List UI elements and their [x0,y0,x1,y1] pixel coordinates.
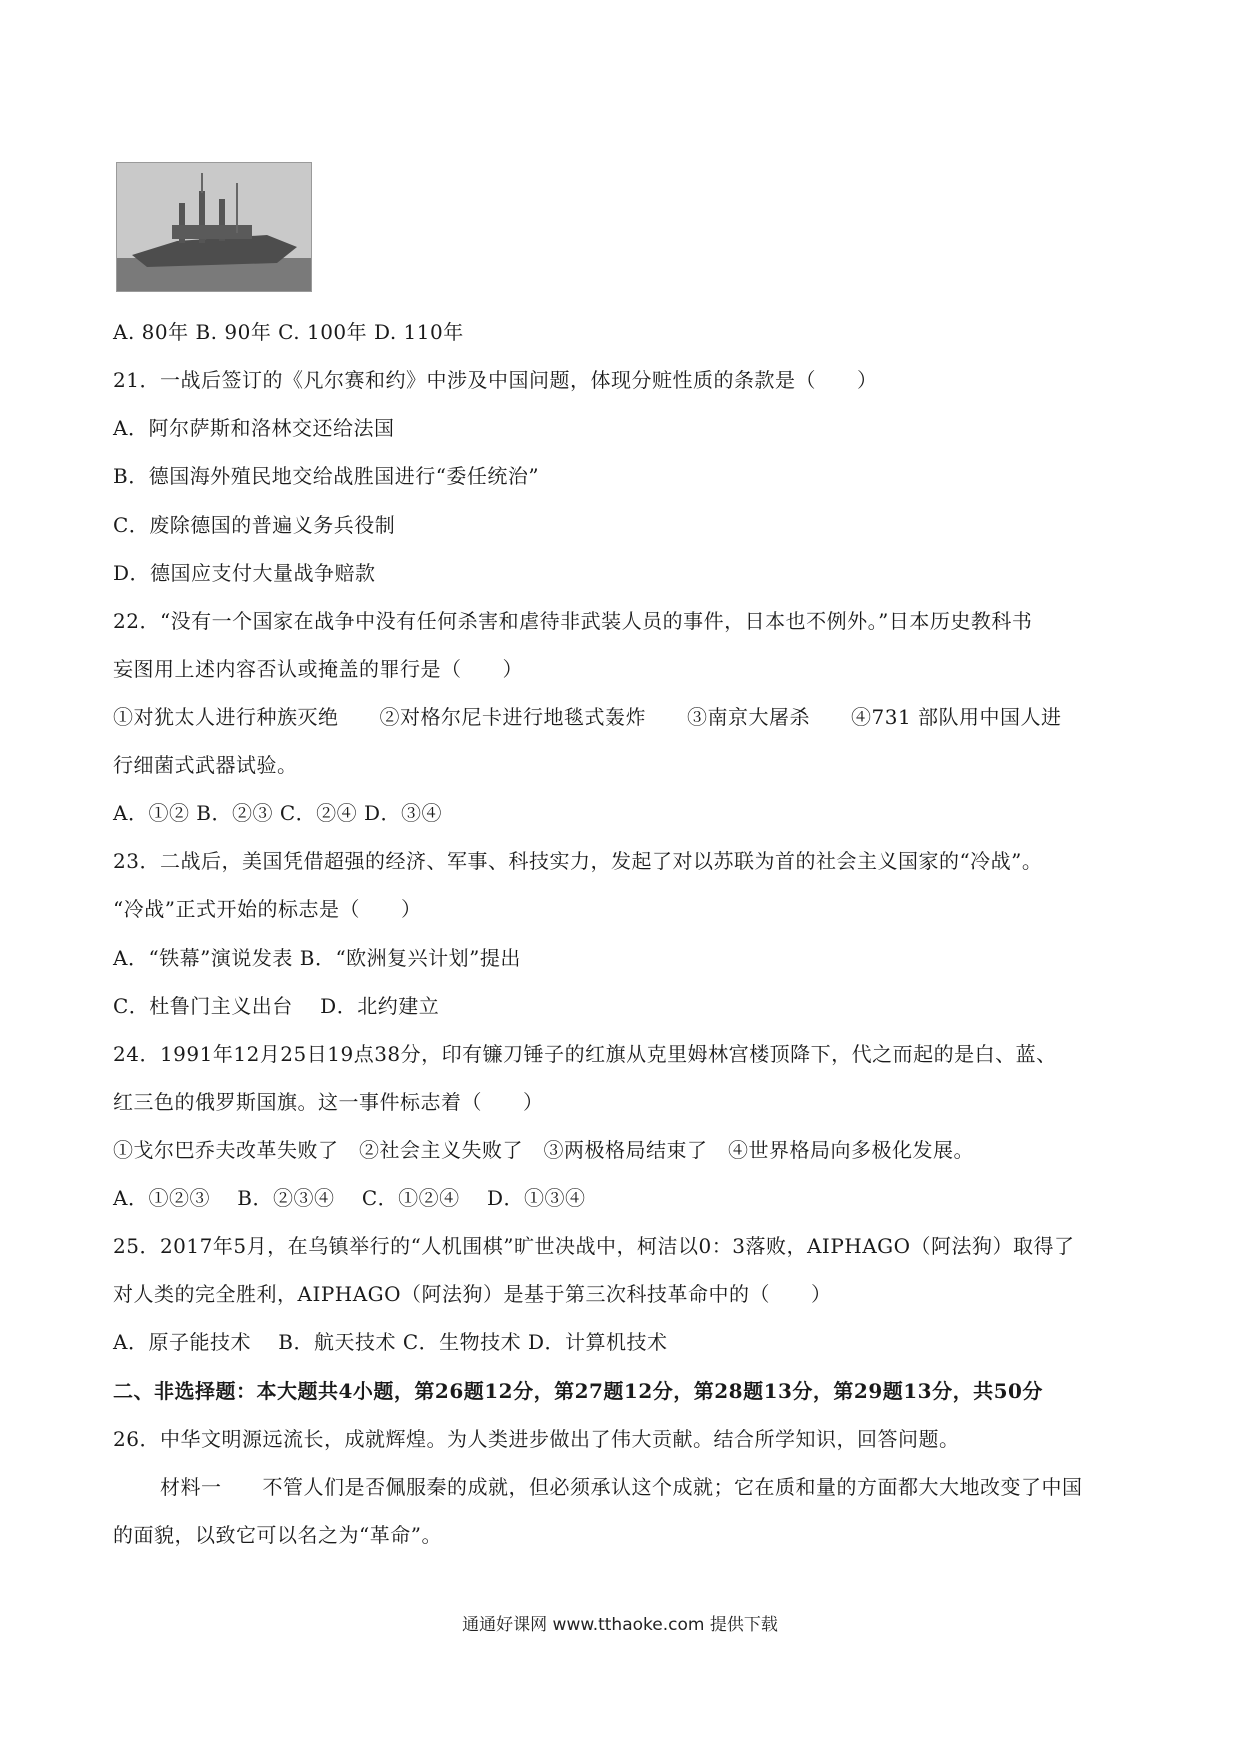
q22-stem-line1: 22．“没有一个国家在战争中没有任何杀害和虐待非武装人员的事件，日本也不例外。”日本历史教科书 [113,609,1033,633]
q22-items-line2: 行细菌式武器试验。 [113,753,298,777]
q20-options: A. 80年 B. 90年 C. 100年 D. 110年 [113,320,464,344]
q21-option-c: C．废除德国的普遍义务兵役制 [113,513,396,537]
q24-stem-line2: 红三色的俄罗斯国旗。这一事件标志着（ ） [113,1090,544,1114]
q23-options-line1: A．“铁幕”演说发表 B．“欧洲复兴计划”提出 [113,946,521,970]
q22-options: A．①② B．②③ C．②④ D．③④ [113,801,443,825]
q23-stem-line2: “冷战”正式开始的标志是（ ） [113,897,422,921]
q26-material-line2: 的面貌，以致它可以名之为“革命”。 [113,1523,442,1547]
warship-illustration [117,163,311,291]
q21-option-b: B．德国海外殖民地交给战胜国进行“委任统治” [113,464,540,488]
q25-stem-line1: 25．2017年5月，在乌镇举行的“人机围棋”旷世决战中，柯洁以0：3落败，AIPHAGO（阿法狗）取得了 [113,1234,1075,1258]
q22-stem-line2: 妄图用上述内容否认或掩盖的罪行是（ ） [113,657,523,681]
q24-options: A．①②③ B．②③④ C．①②④ D．①③④ [113,1186,586,1210]
q22-items-line1: ①对犹太人进行种族灭绝 ②对格尔尼卡进行地毯式轰炸 ③南京大屠杀 ④731 部队用中国人进 [113,705,1062,729]
q23-options-line2: C．杜鲁门主义出台 D．北约建立 [113,994,440,1018]
section2-heading: 二、非选择题：本大题共4小题，第26题12分，第27题12分，第28题13分，第29题13分，共50分 [113,1379,1043,1403]
q21-option-d: D．德国应支付大量战争赔款 [113,561,376,585]
q24-items: ①戈尔巴乔夫改革失败了 ②社会主义失败了 ③两极格局结束了 ④世界格局向多极化发展。 [113,1138,974,1162]
q25-options: A．原子能技术 B．航天技术 C．生物技术 D．计算机技术 [113,1330,668,1354]
q21-option-a: A．阿尔萨斯和洛林交还给法国 [113,416,395,440]
q26-material-line1: 材料一 不管人们是否佩服秦的成就，但必须承认这个成就；它在质和量的方面都大大地改变了中国 [160,1475,1083,1499]
q23-stem-line1: 23．二战后，美国凭借超强的经济、军事、科技实力，发起了对以苏联为首的社会主义国家的“冷战”。 [113,849,1043,873]
q25-stem-line2: 对人类的完全胜利，AIPHAGO（阿法狗）是基于第三次科技革命中的（ ） [113,1282,832,1306]
warship-photo [116,162,312,292]
q26-stem: 26．中华文明源远流长，成就辉煌。为人类进步做出了伟大贡献。结合所学知识，回答问题。 [113,1427,960,1451]
page-footer: 通通好课网 www.tthaoke.com 提供下载 [462,1615,778,1635]
q24-stem-line1: 24．1991年12月25日19点38分，印有镰刀锤子的红旗从克里姆林宫楼顶降下，代之而起的是白、蓝、 [113,1042,1057,1066]
q21-stem: 21．一战后签订的《凡尔赛和约》中涉及中国问题，体现分赃性质的条款是（ ） [113,368,878,392]
